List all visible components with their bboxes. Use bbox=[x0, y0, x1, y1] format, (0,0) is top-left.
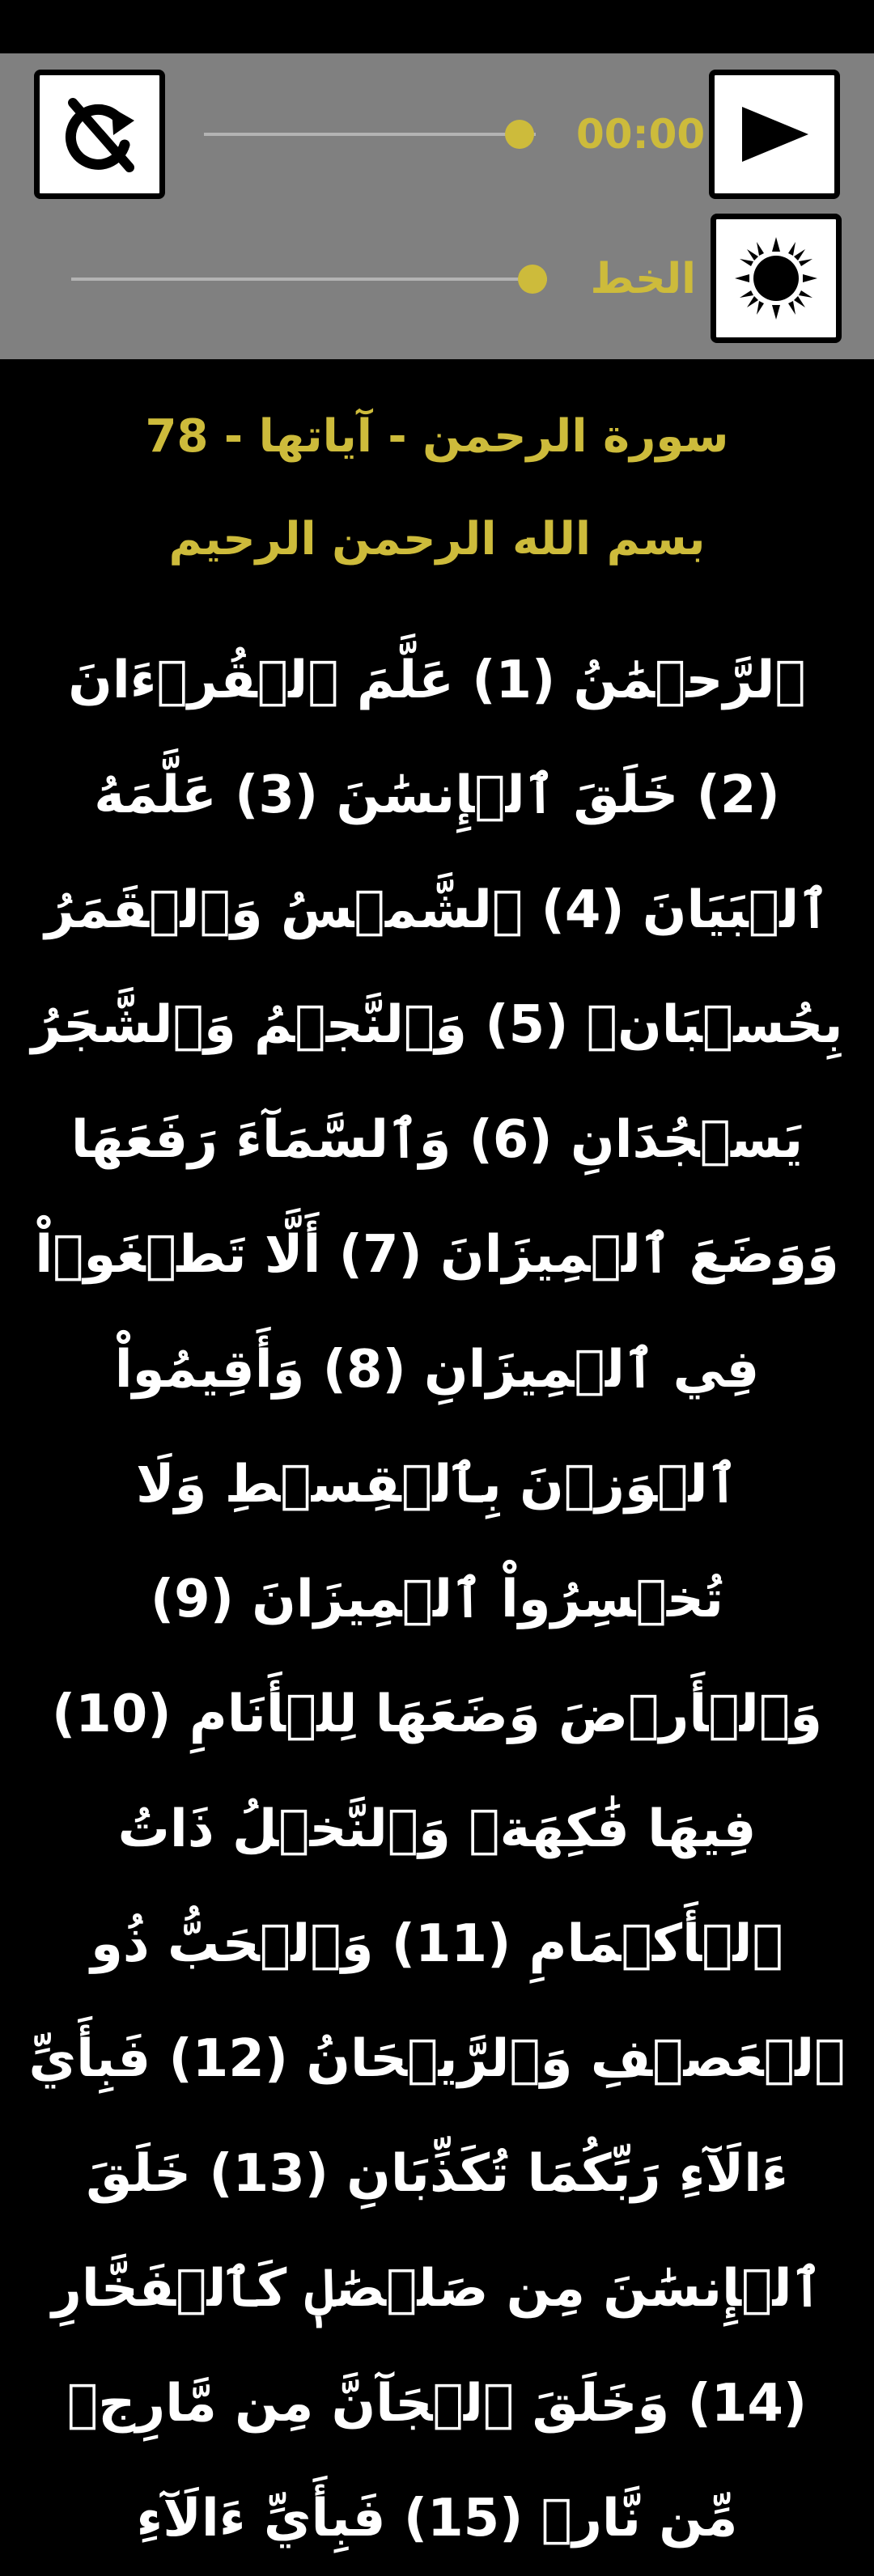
elapsed-time: 00:00 bbox=[576, 111, 706, 158]
repeat-off-icon bbox=[55, 90, 144, 179]
surah-title: سورة الرحمن - آياتها - 78 bbox=[145, 410, 729, 463]
audio-progress-track[interactable] bbox=[204, 133, 536, 136]
font-size-label: الخط bbox=[590, 255, 696, 303]
sun-icon bbox=[732, 234, 821, 323]
theme-toggle-button[interactable] bbox=[711, 214, 842, 343]
font-size-thumb[interactable] bbox=[518, 265, 547, 294]
verse-text: ٱلرَّحۡمَٰنُ (1) عَلَّمَ ٱلۡقُرۡءَانَ (2) خَلَقَ ٱلۡإِنسَٰنَ (3) عَلَّمَهُ ٱلۡبَيَانَ (4) ٱلشَّمۡسُ وَٱلۡقَمَرُ بِحُسۡبَانٖ (5) وَٱلنَّجۡمُ وَٱلشَّجَرُ يَسۡجُدَانِ (6) وَٱلسَّمَآءَ رَفَعَهَا وَوَضَعَ ٱلۡمِيزَانَ (7) أَلَّا تَطۡغَوۡاْ فِي ٱلۡمِيزَانِ (8) وَأَقِيمُواْ ٱلۡوَزۡنَ بِٱلۡقِسۡطِ وَلَا تُخۡسِرُواْ ٱلۡمِيزَانَ (9) وَٱلۡأَرۡضَ وَضَعَهَا لِلۡأَنَامِ (10) فِيهَا فَٰكِهَةٞ وَٱلنَّخۡلُ ذَاتُ ٱلۡأَكۡمَامِ (11) وَٱلۡحَبُّ ذُو ٱلۡعَصۡفِ وَٱلرَّيۡحَانُ (12) فَبِأَيِّ ءَالَآءِ رَبِّكُمَا تُكَذِّبَانِ (13) خَلَقَ ٱلۡإِنسَٰنَ مِن صَلۡصَٰلٖ كَٱلۡفَخَّارِ (14) وَخَلَقَ ٱلۡجَآنَّ مِن مَّارِجٖ مِّن نَّارٖ (15) فَبِأَيِّ ءَالَآءِ bbox=[28, 650, 846, 2548]
basmala: بسم الله الرحمن الرحيم bbox=[168, 513, 706, 566]
repeat-toggle-button[interactable] bbox=[34, 70, 165, 199]
status-bar bbox=[0, 0, 874, 53]
play-icon bbox=[736, 104, 813, 165]
font-size-track[interactable] bbox=[71, 278, 547, 281]
audio-progress-thumb[interactable] bbox=[505, 120, 534, 149]
player-controls-panel bbox=[0, 53, 874, 359]
play-button[interactable] bbox=[709, 70, 840, 199]
